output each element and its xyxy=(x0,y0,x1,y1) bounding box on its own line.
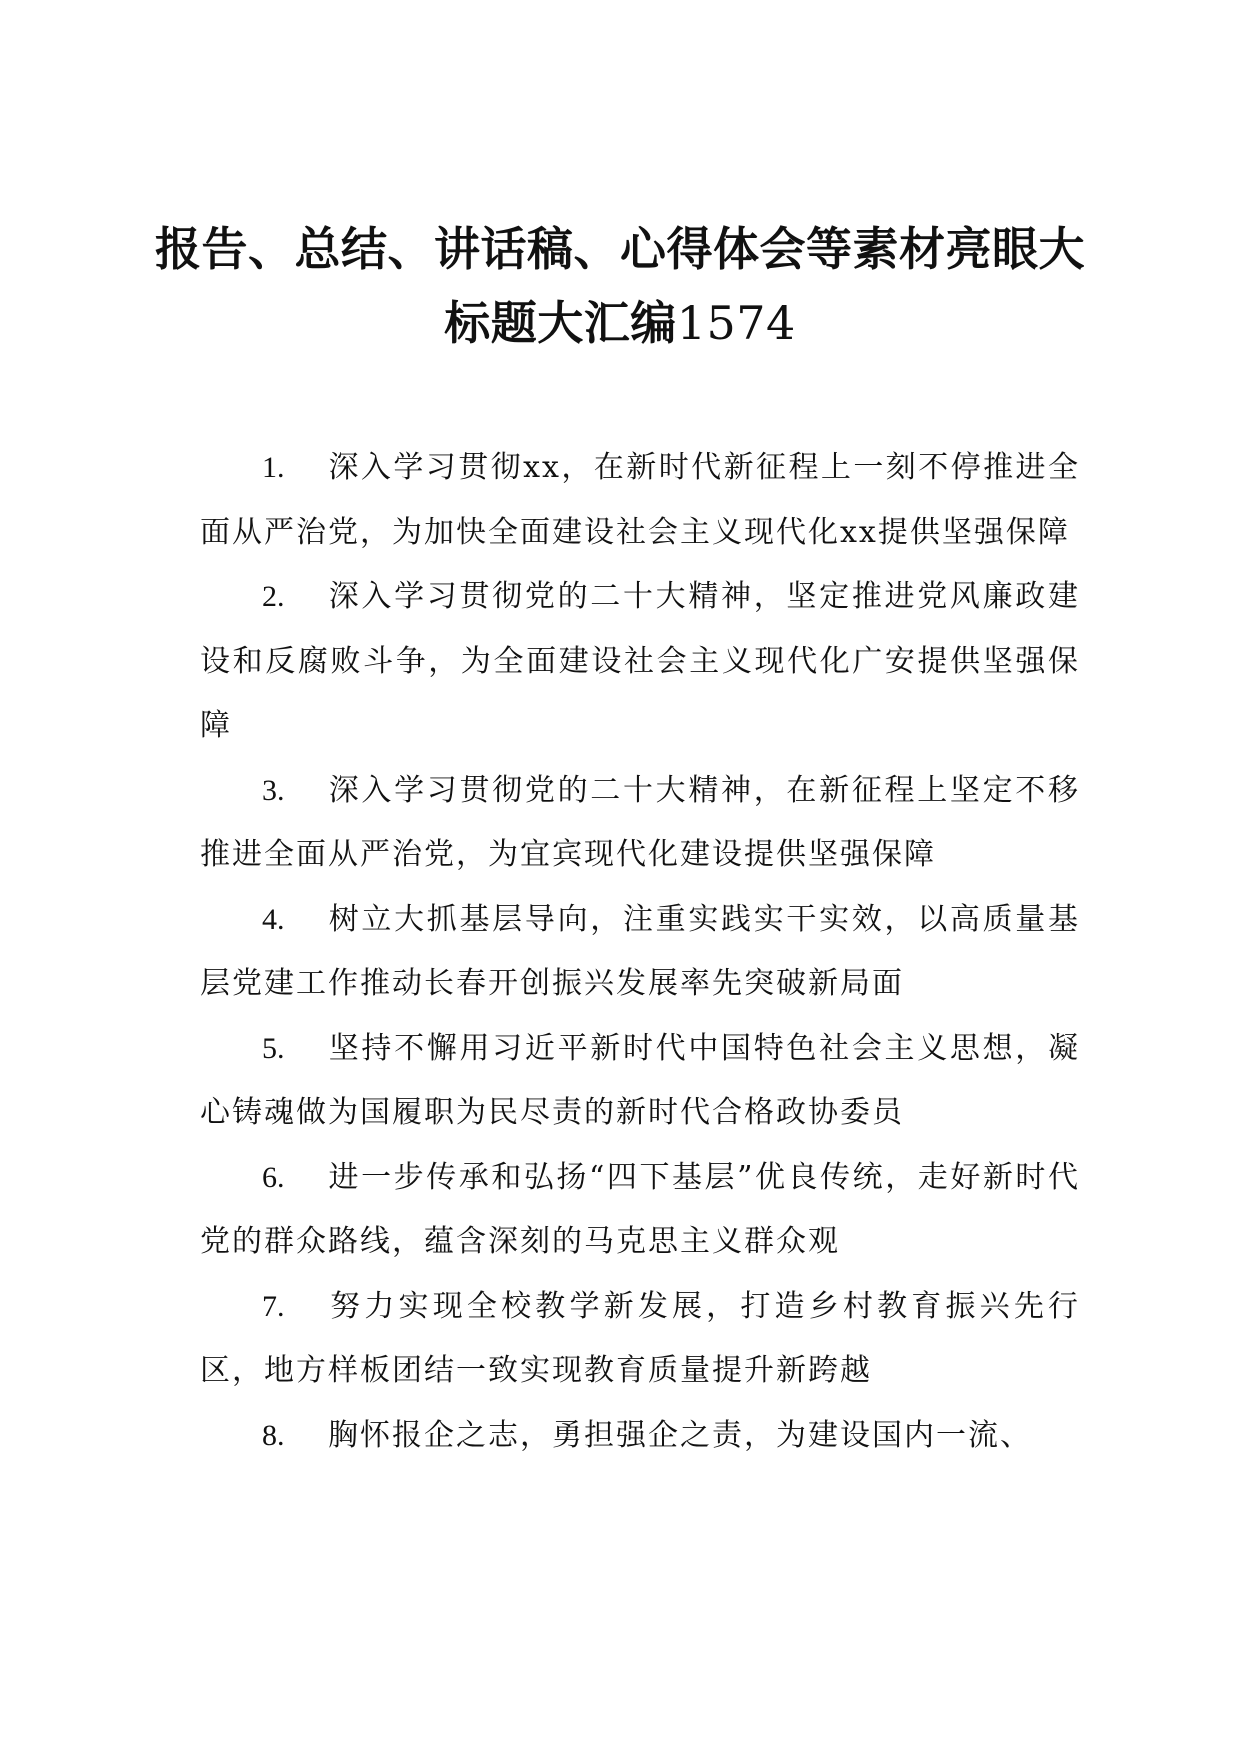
title-number: 1574 xyxy=(676,296,796,350)
list-item-number: 8. xyxy=(262,1418,285,1452)
list-item xyxy=(200,436,1080,565)
list-item-text: 进一步传承和弘扬“四下基层”优良传统，走好新时代党的群众路线，蕴含深刻的马克思主义群众观 xyxy=(200,1159,1080,1259)
title-line-2 xyxy=(150,286,1090,360)
list-item xyxy=(200,1017,1080,1146)
list-item-text: 努力实现全校教学新发展，打造乡村教育振兴先行区，地方样板团结一致实现教育质量提升新跨越 xyxy=(200,1288,1080,1388)
list-item-number: 6. xyxy=(262,1160,285,1194)
document-body xyxy=(200,436,1080,1468)
title-line-2-text: 标题大汇编 xyxy=(444,296,677,350)
list-item-number: 4. xyxy=(262,902,285,936)
list-item xyxy=(200,888,1080,1017)
list-item-text: 树立大抓基层导向，注重实践实干实效，以高质量基层党建工作推动长春开创振兴发展率先突破新局面 xyxy=(200,901,1080,1001)
list-item-text: 深入学习贯彻党的二十大精神，坚定推进党风廉政建设和反腐败斗争，为全面建设社会主义现代化广安提供坚强保障 xyxy=(200,579,1080,743)
list-item-number: 2. xyxy=(262,580,285,613)
list-item-text: 坚持不懈用习近平新时代中国特色社会主义思想，凝心铸魂做为国履职为民尽责的新时代合格政协委员 xyxy=(200,1030,1080,1130)
list-item-number: 7. xyxy=(262,1289,285,1323)
list-item xyxy=(200,1275,1080,1404)
list-item xyxy=(200,1146,1080,1275)
list-item xyxy=(200,1404,1080,1469)
list-item xyxy=(200,565,1080,759)
list-item xyxy=(200,759,1080,888)
list-item-text: 胸怀报企之志，勇担强企之责，为建设国内一流、 xyxy=(328,1417,1032,1453)
title-line-1: 报告、总结、讲话稿、心得体会等素材亮眼大 xyxy=(155,222,1085,276)
list-item-number: 5. xyxy=(262,1031,285,1065)
list-item-text: 深入学习贯彻党的二十大精神，在新征程上坚定不移推进全面从严治党，为宜宾现代化建设提供坚强保障 xyxy=(200,772,1080,872)
page-title xyxy=(150,212,1090,360)
list-item-number: 3. xyxy=(262,773,285,807)
list-item-text: 深入学习贯彻xx，在新时代新征程上一刻不停推进全面从严治党，为加快全面建设社会主义现代化xx提供坚强保障 xyxy=(200,450,1080,550)
list-item-number: 1. xyxy=(262,451,285,484)
